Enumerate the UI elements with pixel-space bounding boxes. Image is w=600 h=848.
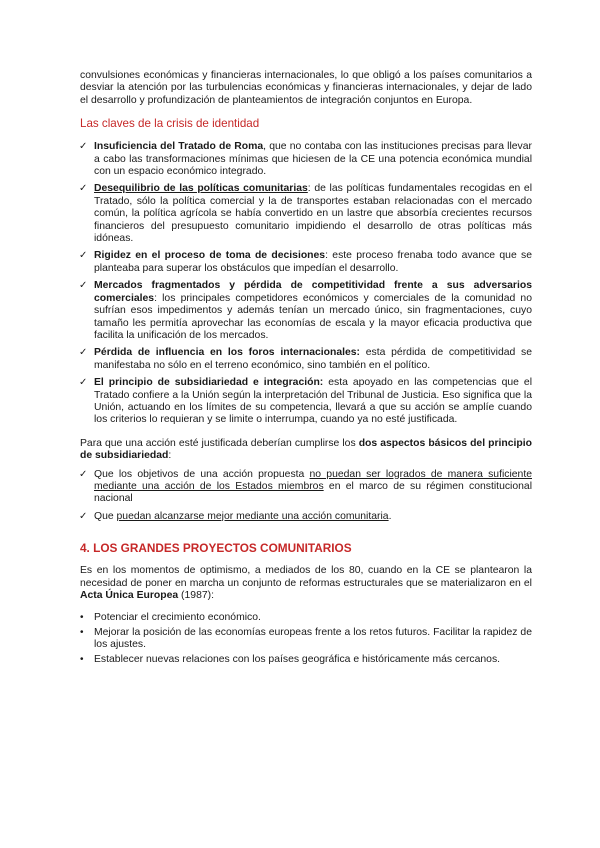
list-item (80, 627, 532, 652)
intro-text: (1987): (178, 590, 214, 601)
lead-colon: : (168, 450, 172, 462)
intro-paragraph: convulsiones económicas y financieras internacionales, lo que obligó a los países comunitarios a desviar la atención por las turbulencias económicas y financieras internacionales, y dejar de lado el desarrollo y profundización de planteamientos de integración conjuntos en Europa. (80, 70, 532, 106)
list-item (80, 377, 532, 427)
item-text: : los principales competidores económicos y comerciales de la comunidad no sufrían esos impedimentos y además tenían un mercado único, sin fragmentaciones, cuyo tamaño les permitía aprovechar las economías de escala y la mayor eficacia productiva que facilita la unificación de los mercados. (94, 292, 532, 341)
item-text: . (388, 510, 392, 522)
item-underlined: no puedan ser logrados de manera suficiente mediante una acción de los Estados miembros (94, 468, 532, 492)
lead-bold: dos aspectos básicos del principio de subsidiariedad (80, 437, 532, 462)
check-icon: ✓ (79, 510, 88, 522)
intro-text: Es en los momentos de optimismo, a mediados de los 80, cuando en la CE se plantearon la necesidad de poner en marcha un conjunto de reformas estructurales que se materializaron en el (80, 565, 532, 589)
item-underlined: puedan alcanzarse mejor mediante una acción comunitaria (116, 510, 389, 522)
list-item (80, 280, 532, 342)
section-4-bullets (80, 612, 532, 666)
check-icon: ✓ (79, 468, 88, 480)
check-icon: ✓ (79, 377, 88, 389)
list-item (80, 511, 532, 523)
item-title: Rigidez en el proceso de toma de decisiones (94, 250, 326, 262)
check-icon: ✓ (79, 250, 88, 262)
intro-bold: Acta Única Europea (80, 590, 179, 601)
subsidiariedad-list (80, 469, 532, 524)
list-item (80, 654, 532, 666)
item-title: Insuficiencia del Tratado de Roma (94, 141, 264, 153)
check-icon: ✓ (79, 280, 88, 292)
document-page (80, 70, 532, 668)
bullet-icon: • (80, 612, 84, 624)
item-title: Pérdida de influencia en los foros internacionales: (94, 347, 361, 359)
item-text: , que no contaba con las instituciones precisas para llevar a cabo las transformaciones mínimas que hiciesen de la CE una potencia económica mundial con un espacio económico integrado. (94, 141, 532, 178)
check-icon: ✓ (79, 183, 88, 195)
bullet-icon: • (80, 653, 84, 665)
section-4-heading: 4. LOS GRANDES PROYECTOS COMUNITARIOS (80, 541, 352, 556)
list-item (80, 469, 532, 506)
item-title: Mercados fragmentados y pérdida de competitividad frente a sus adversarios comerciales (94, 280, 532, 304)
lead-text: Para que una acción esté justificada deberían cumplirse los (80, 437, 359, 449)
check-icon: ✓ (79, 141, 88, 153)
section-4-intro (80, 565, 532, 602)
list-item (80, 250, 532, 275)
list-item (80, 141, 532, 178)
claves-heading: Las claves de la crisis de identidad (80, 117, 260, 131)
bullet-icon: • (80, 626, 84, 638)
bullet-text: Mejorar la posición de las economías europeas frente a los retos futuros. Facilitar la rapidez de los ajustes. (94, 626, 532, 651)
list-item (80, 612, 532, 624)
subsidiariedad-lead (80, 438, 532, 463)
item-title: Desequilibrio de las políticas comunitarias (94, 183, 308, 195)
bullet-text: Potenciar el crecimiento económico. (94, 612, 261, 624)
item-text: esta pérdida de competitividad se manifestaba no sólo en el terreno económico, sino también en el político. (94, 347, 532, 371)
item-text: Que (94, 510, 117, 522)
item-text: Que los objetivos de una acción propuesta (94, 468, 310, 480)
list-item (80, 183, 532, 245)
claves-list (80, 141, 532, 427)
check-icon: ✓ (79, 347, 88, 359)
item-text: en el marco de su régimen constitucional nacional (94, 480, 532, 505)
bullet-text: Establecer nuevas relaciones con los países geográfica e históricamente más cercanos. (94, 653, 501, 665)
item-text: : de las políticas fundamentales recogidas en el Tratado, sólo la política comercial y la de transportes estaban relacionadas con el mercado común, la política agrícola se había convertido en un lastre que absorbía crecientes recursos financieros del presupuesto comunitario impidiendo el desarrollo de otras políticas más idóneas. (94, 183, 533, 245)
item-text: esta apoyado en las competencias que el Tratado confiere a la Unión según la interpretación del Tribunal de Justicia. Eso significa que la Unión, actuando en los límites de su competencia, llevará a que su acción se amplíe cuando los criterios lo requieran y se limite o interrumpa, cuando ya no esté justificada. (94, 377, 532, 426)
list-item (80, 347, 532, 372)
item-text: : este proceso frenaba todo avance que se planteaba para superar los obstáculos que impedían el desarrollo. (94, 250, 533, 274)
item-title: El principio de subsidiariedad e integración: (94, 377, 324, 389)
